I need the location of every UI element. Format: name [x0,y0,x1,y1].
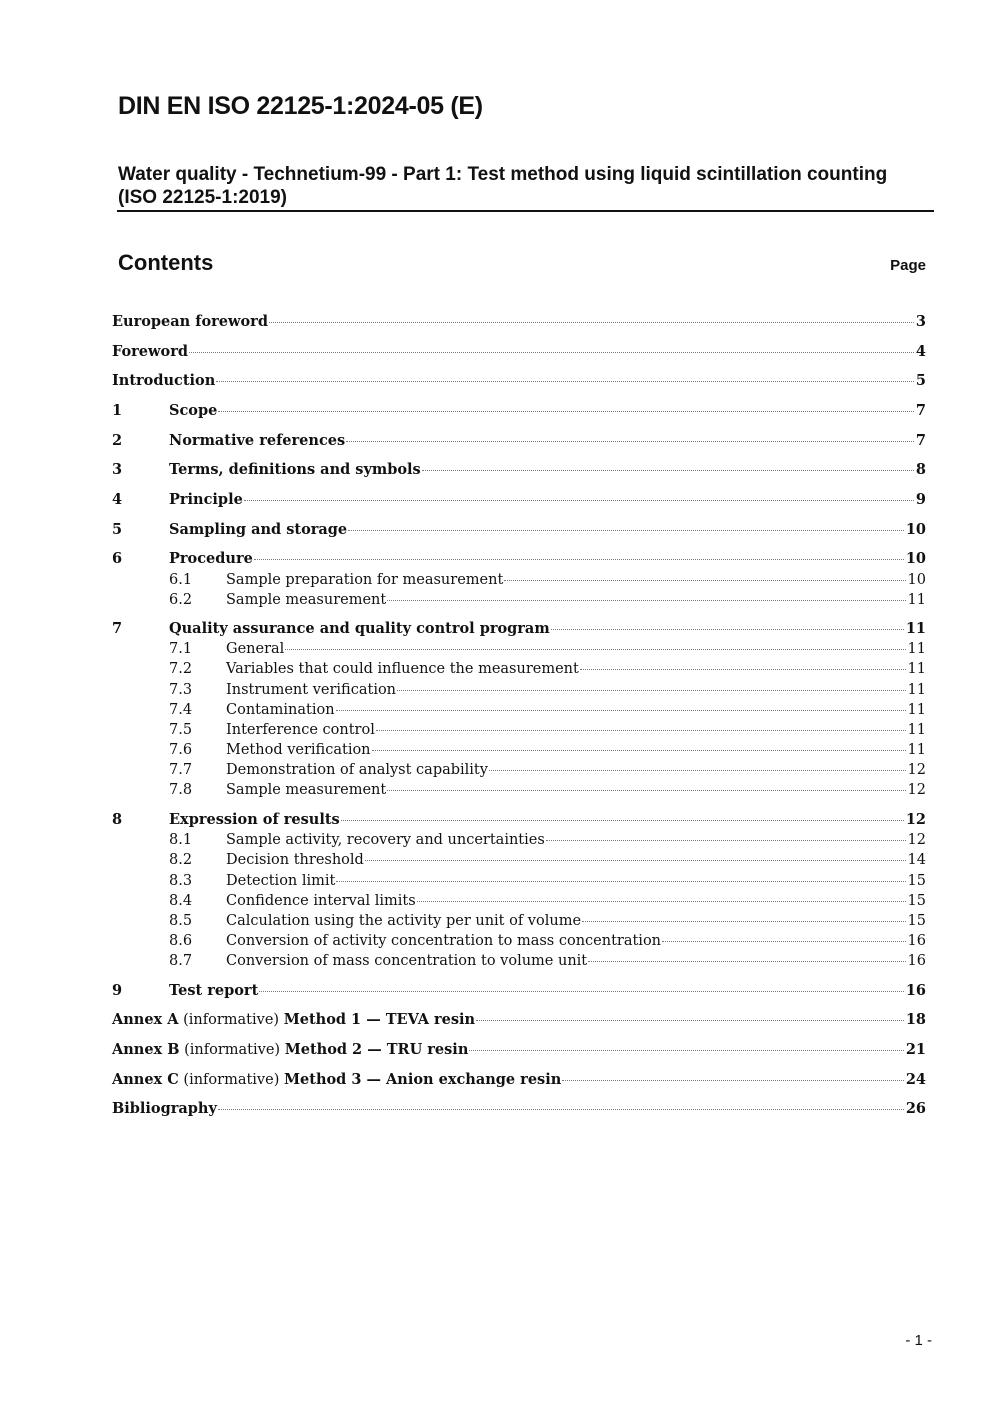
toc-entry-title: Method verification [226,742,371,758]
toc-section-number: 8.4 [169,893,193,909]
toc-section-number: 6 [112,550,123,567]
toc-entry-section-7-6[interactable] [112,740,926,760]
toc-entry-section-7-8[interactable] [112,780,926,800]
toc-page-number: 11 [907,682,926,698]
toc-entry-section-5[interactable] [112,520,926,540]
annex-kind: (informative) [184,1042,281,1058]
toc-page-number: 12 [907,782,926,798]
toc-leader [348,529,904,531]
toc-entry-section-6[interactable] [112,549,926,569]
toc-page-number: 10 [907,572,926,588]
toc-leader [469,1049,903,1051]
toc-page-number: 11 [905,620,926,637]
toc-entry-section-4[interactable] [112,490,926,510]
toc-entry-title: Conversion of mass concentration to volume unit [226,953,588,969]
toc-page-number: 11 [907,641,926,657]
toc-page-number: 15 [907,913,926,929]
toc-leader [580,668,906,670]
toc-entry-title: Principle [169,491,243,508]
toc-page-number: 4 [915,343,926,360]
toc-page-number: 3 [915,313,926,330]
toc-entry-section-7[interactable] [112,619,926,639]
toc-entry-title: Procedure [169,550,253,567]
toc-leader [254,558,904,560]
toc-entry-title: Expression of results [169,811,340,828]
page-number: - 1 - [905,1332,932,1349]
toc-entry-european-foreword[interactable] [112,312,926,332]
toc-page-number: 7 [915,432,926,449]
toc-entry-title: General [226,641,285,657]
toc-entry-title: Conversion of activity concentration to mass concentration [226,933,662,949]
toc-leader [397,689,906,691]
toc-entry-title: Foreword [112,343,188,360]
toc-page-number: 11 [907,592,926,608]
toc-leader [582,920,906,922]
toc-entry-section-6-2[interactable] [112,590,926,610]
toc-leader [365,859,906,861]
toc-page-number: 16 [905,982,926,999]
toc-entry-section-7-3[interactable] [112,680,926,700]
toc-entry-title: Sampling and storage [169,521,348,538]
toc-entry-title: Interference control [226,722,375,738]
toc-leader [562,1079,904,1081]
annex-kind: (informative) [183,1072,280,1088]
toc-page-number: 18 [905,1011,926,1028]
toc-entry-title: European foreword [112,313,268,330]
toc-entry-annex-b[interactable] [112,1040,926,1060]
toc-leader [216,380,914,382]
toc-section-number: 7.2 [169,661,193,677]
toc-entry-section-8-1[interactable] [112,830,926,850]
toc-entry-foreword[interactable] [112,342,926,362]
toc-entry-annex-a[interactable] [112,1010,926,1030]
toc-page-number: 11 [907,661,926,677]
toc-page-number: 8 [915,461,926,478]
toc-section-number: 8.5 [169,913,193,929]
toc-leader [588,960,905,962]
document-title: DIN EN ISO 22125-1:2024-05 (E) [118,92,483,120]
table-of-contents [112,0,926,1403]
toc-leader [189,351,914,353]
toc-entry-title: Decision threshold [226,852,364,868]
toc-entry-section-8-3[interactable] [112,871,926,891]
toc-leader [218,1108,904,1110]
toc-section-number: 8.6 [169,933,193,949]
toc-entry-section-7-1[interactable] [112,639,926,659]
toc-section-number: 7.7 [169,762,193,778]
toc-entry-section-8-6[interactable] [112,931,926,951]
contents-heading: Contents [118,250,214,275]
annex-title: Method 3 — Anion exchange resin [283,1071,562,1088]
toc-page-number: 10 [905,550,926,567]
annex-label: Annex B [112,1041,180,1058]
toc-entry-title: Contamination [226,702,335,718]
toc-section-number: 3 [112,461,123,478]
toc-entry-introduction[interactable] [112,371,926,391]
toc-leader [372,749,906,751]
toc-leader [387,599,905,601]
toc-entry-section-7-5[interactable] [112,720,926,740]
toc-page-number: 12 [907,832,926,848]
toc-section-number: 7.5 [169,722,193,738]
toc-entry-title: Variables that could influence the measurement [226,661,579,677]
document-subtitle: Water quality - Technetium-99 - Part 1: Test method using liquid scintillation counting (ISO 22125-1:2019) [118,164,888,208]
toc-page-number: 14 [907,852,926,868]
toc-leader [489,769,906,771]
toc-section-number: 4 [112,491,123,508]
toc-leader [546,839,906,841]
toc-leader [336,880,905,882]
toc-entry-title: Introduction [112,372,216,389]
toc-section-number: 8.2 [169,852,193,868]
toc-section-number: 5 [112,521,123,538]
toc-entry-section-3[interactable] [112,460,926,480]
toc-section-number: 6.1 [169,572,193,588]
toc-page-number: 26 [905,1100,926,1117]
toc-leader [218,410,914,412]
toc-leader [244,499,914,501]
toc-entry-title: Scope [169,402,218,419]
toc-leader [336,709,906,711]
toc-entry-section-8-7[interactable] [112,951,926,971]
toc-page-number: 11 [907,742,926,758]
toc-section-number: 8.7 [169,953,193,969]
toc-entry-section-2[interactable] [112,431,926,451]
toc-page-number: 7 [915,402,926,419]
toc-page-number: 24 [905,1071,926,1088]
toc-leader [285,648,905,650]
toc-entry-title: Sample measurement [226,782,387,798]
toc-section-number: 8 [112,811,123,828]
toc-page-number: 5 [915,372,926,389]
toc-section-number: 1 [112,402,123,419]
toc-section-number: 7.6 [169,742,193,758]
toc-page-number: 10 [905,521,926,538]
toc-entry-bibliography[interactable] [112,1099,926,1119]
toc-leader [422,469,914,471]
toc-leader [417,900,906,902]
toc-leader [504,579,905,581]
toc-page-number: 11 [907,722,926,738]
annex-label: Annex A [112,1011,179,1028]
toc-section-number: 7.4 [169,702,193,718]
toc-entry-annex-c[interactable] [112,1070,926,1090]
annex-label: Annex C [112,1071,179,1088]
toc-page-number: 12 [905,811,926,828]
toc-entry-section-8-5[interactable] [112,911,926,931]
toc-entry-section-9[interactable] [112,981,926,1001]
toc-entry-section-8-4[interactable] [112,891,926,911]
toc-entry-section-6-1[interactable] [112,570,926,590]
toc-entry-section-8[interactable] [112,810,926,830]
toc-page-number: 11 [907,702,926,718]
page-column-label: Page [890,257,926,274]
toc-page-number: 16 [907,933,926,949]
toc-entry-section-7-7[interactable] [112,760,926,780]
toc-leader [662,940,906,942]
toc-leader [476,1019,904,1021]
toc-entry-title: Demonstration of analyst capability [226,762,488,778]
toc-page-number: 12 [907,762,926,778]
toc-entry-title: Sample measurement [226,592,387,608]
toc-entry-title: Sample preparation for measurement [226,572,504,588]
toc-leader [341,819,904,821]
toc-leader [387,789,905,791]
toc-page-number: 21 [905,1041,926,1058]
toc-entry-section-7-4[interactable] [112,700,926,720]
annex-kind: (informative) [183,1012,280,1028]
toc-leader [269,321,914,323]
toc-entry-title: Normative references [169,432,346,449]
toc-section-number: 7.1 [169,641,193,657]
toc-entry-section-7-2[interactable] [112,659,926,679]
annex-title: Method 1 — TEVA resin [283,1011,476,1028]
toc-section-number: 6.2 [169,592,193,608]
toc-section-number: 9 [112,982,123,999]
annex-title: Method 2 — TRU resin [284,1041,469,1058]
toc-section-number: 2 [112,432,123,449]
toc-entry-section-8-2[interactable] [112,850,926,870]
toc-page-number: 16 [907,953,926,969]
toc-page-number: 15 [907,873,926,889]
toc-entry-title: Sample activity, recovery and uncertainties [226,832,545,848]
toc-section-number: 7.3 [169,682,193,698]
toc-entry-title: Calculation using the activity per unit of volume [226,913,582,929]
toc-leader [346,440,914,442]
toc-section-number: 7 [112,620,123,637]
toc-leader [551,628,904,630]
toc-page-number: 15 [907,893,926,909]
toc-entry-title: Instrument verification [226,682,397,698]
toc-entry-title: Confidence interval limits [226,893,416,909]
toc-leader [376,729,906,731]
toc-entry-section-1[interactable] [112,401,926,421]
toc-leader [259,990,904,992]
toc-section-number: 8.3 [169,873,193,889]
toc-page-number: 9 [915,491,926,508]
toc-entry-title: Bibliography [112,1100,217,1117]
toc-section-number: 8.1 [169,832,193,848]
toc-entry-title: Test report [169,982,259,999]
toc-entry-title: Quality assurance and quality control program [169,620,550,637]
toc-entry-title: Terms, definitions and symbols [169,461,421,478]
toc-section-number: 7.8 [169,782,193,798]
toc-entry-title: Detection limit [226,873,336,889]
